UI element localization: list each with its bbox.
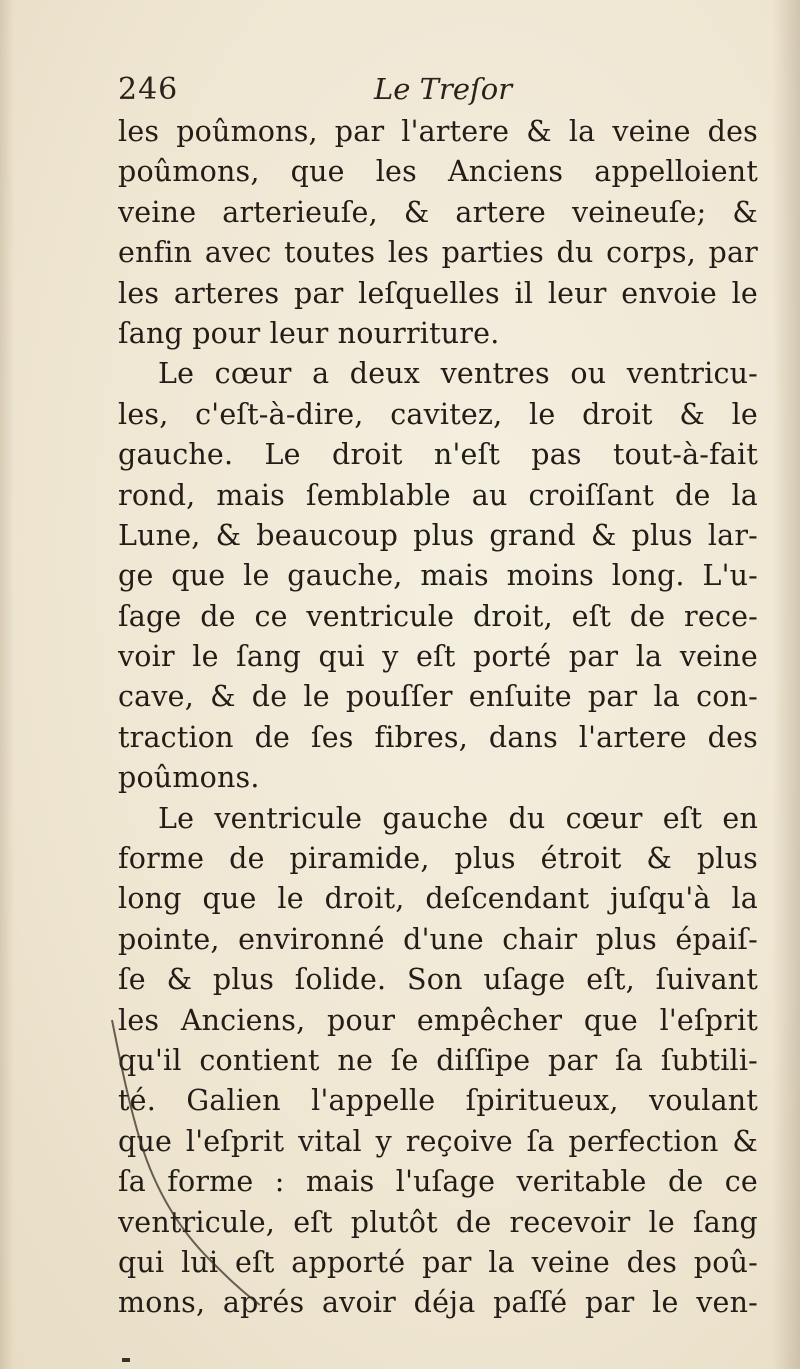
text-line: les Anciens, pour empêcher que l'eſprit bbox=[118, 1003, 758, 1037]
text-line: ventricule, eſt plutôt de recevoir le ſang bbox=[118, 1205, 758, 1239]
text-line: forme de piramide, plus étroit & plus bbox=[118, 842, 758, 876]
page-gutter-shadow bbox=[0, 0, 14, 1369]
text-line: voir le ſang qui y eſt porté par la veine bbox=[118, 640, 758, 674]
text-line: poûmons. bbox=[118, 761, 260, 795]
text-line: les arteres par leſquelles il leur envoie le bbox=[118, 276, 758, 310]
text-line: poûmons, que les Anciens appelloient bbox=[118, 155, 758, 189]
text-line: que l'eſprit vital y reçoive ſa perfection & bbox=[118, 1124, 758, 1158]
handwritten-pen-stroke bbox=[110, 1000, 270, 1310]
page-edge-shadow bbox=[772, 0, 800, 1369]
text-line: qui lui eſt apporté par la veine des poû- bbox=[118, 1245, 758, 1279]
text-line: Le cœur a deux ventres ou ventricu- bbox=[158, 357, 758, 391]
text-line: ſage de ce ventricule droit, eſt de rece- bbox=[118, 599, 758, 633]
text-line: ſe & plus ſolide. Son uſage eſt, ſuivant bbox=[118, 963, 758, 997]
text-line: té. Galien l'appelle ſpiritueux, voulant bbox=[118, 1084, 758, 1118]
text-line: les poûmons, par l'artere & la veine des bbox=[118, 115, 758, 148]
page-header bbox=[118, 72, 758, 116]
text-line: cave, & de le pouſſer enſuite par la con- bbox=[118, 680, 758, 714]
page-number: 246 bbox=[118, 72, 179, 107]
text-line: mons, aprés avoir déja paſſé par le ven- bbox=[118, 1286, 758, 1320]
text-line: Le ventricule gauche du cœur eſt en bbox=[158, 801, 758, 835]
text-line: traction de ſes fibres, dans l'artere des bbox=[118, 720, 758, 754]
text-line: Lune, & beaucoup plus grand & plus lar- bbox=[118, 518, 758, 552]
text-line: les, c'eſt-à-dire, cavitez, le droit & le bbox=[118, 397, 758, 431]
text-line: ſa forme : mais l'uſage veritable de ce bbox=[118, 1165, 758, 1199]
text-line: ſang pour leur nourriture. bbox=[118, 316, 500, 350]
text-line: enfin avec toutes les parties du corps, par bbox=[118, 236, 758, 270]
text-line: gauche. Le droit n'eſt pas tout-à-fait bbox=[118, 438, 758, 472]
text-line: qu'il contient ne ſe diſſipe par ſa ſubtili- bbox=[118, 1043, 758, 1077]
ink-spot bbox=[122, 1358, 130, 1362]
text-line: rond, mais ſemblable au croiſſant de la bbox=[118, 478, 758, 512]
running-head: Le Treſor bbox=[374, 72, 513, 106]
text-line: long que le droit, deſcendant juſqu'à la bbox=[118, 882, 758, 916]
text-line: veine arterieuſe, & artere veineuſe; & bbox=[118, 195, 758, 229]
text-line: ge que le gauche, mais moins long. L'u- bbox=[118, 559, 758, 593]
text-line: pointe, environné d'une chair plus épaiſ- bbox=[118, 922, 758, 956]
